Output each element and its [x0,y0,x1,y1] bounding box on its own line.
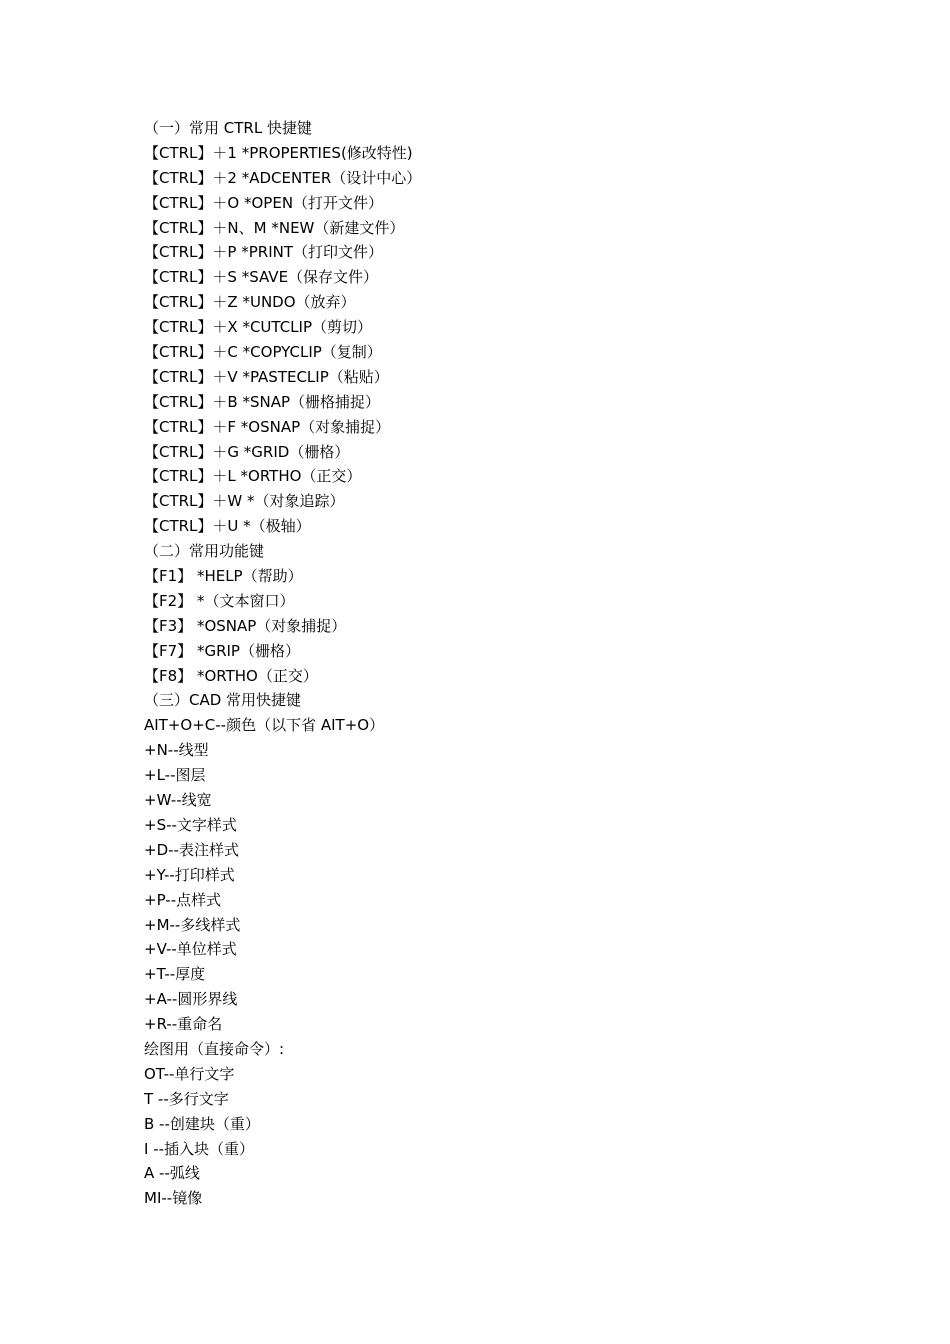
shortcut-line: 【CTRL】＋V *PASTECLIP（粘贴） [144,367,389,386]
shortcut-line: 【F2】 *（文本窗口） [144,591,295,610]
shortcut-line: I --插入块（重） [144,1139,255,1158]
shortcut-line: 【CTRL】＋Z *UNDO（放弃） [144,293,356,312]
shortcut-line: A --弧线 [144,1164,200,1183]
shortcut-line: MI--镜像 [144,1189,203,1208]
document-body [144,116,844,1211]
shortcut-line: +L--图层 [144,766,206,785]
shortcut-line: B --创建块（重） [144,1114,260,1133]
shortcut-line: 【CTRL】＋X *CUTCLIP（剪切） [144,318,372,337]
shortcut-line: 【CTRL】＋F *OSNAP（对象捕捉） [144,417,391,436]
shortcut-line: 【CTRL】＋W *（对象追踪） [144,492,345,511]
shortcut-line: 【CTRL】＋G *GRID（栅格） [144,442,350,461]
section-heading-drawing: 绘图用（直接命令）: [144,1039,285,1058]
shortcut-line: 【F8】 *ORTHO（正交） [144,666,318,685]
shortcut-line: 【CTRL】＋1 *PROPERTIES(修改特性) [144,143,413,162]
shortcut-line: 【CTRL】＋U *（极轴） [144,517,311,536]
shortcut-line: +A--圆形界线 [144,990,238,1009]
shortcut-line: +V--单位样式 [144,940,237,959]
shortcut-line: +Y--打印样式 [144,865,235,884]
shortcut-line: +M--多线样式 [144,915,241,934]
shortcut-line: OT--单行文字 [144,1064,235,1083]
shortcut-line: 【F7】 *GRIP（栅格） [144,641,300,660]
section-heading-ctrl: （一）常用 CTRL 快捷键 [144,119,312,137]
shortcut-line: +W--线宽 [144,791,212,810]
shortcut-line: 【CTRL】＋P *PRINT（打印文件） [144,243,384,262]
shortcut-line: 【CTRL】＋2 *ADCENTER（设计中心） [144,168,422,187]
shortcut-line: +N--线型 [144,741,209,760]
shortcut-line: 【CTRL】＋L *ORTHO（正交） [144,467,362,486]
section-heading-function-keys: （二）常用功能键 [144,542,265,561]
shortcut-line: 【F1】 *HELP（帮助） [144,567,303,586]
shortcut-line: 【CTRL】＋S *SAVE（保存文件） [144,268,379,287]
shortcut-line: 【CTRL】＋N、M *NEW（新建文件） [144,218,405,237]
shortcut-line: 【CTRL】＋O *OPEN（打开文件） [144,193,384,212]
section-heading-cad-shortcuts: （三）CAD 常用快捷键 [144,691,302,710]
shortcut-line: 【CTRL】＋C *COPYCLIP（复制） [144,343,382,362]
shortcut-line: +P--点样式 [144,890,222,909]
shortcut-line: 【CTRL】＋B *SNAP（栅格捕捉） [144,392,381,411]
shortcut-line: +S--文字样式 [144,815,237,834]
shortcut-line: +R--重命名 [144,1015,223,1034]
shortcut-line: AIT+O+C--颜色（以下省 AIT+O） [144,716,385,735]
shortcut-line: T --多行文字 [144,1089,229,1108]
shortcut-line: +T--厚度 [144,965,206,984]
shortcut-line: +D--表注样式 [144,840,239,859]
shortcut-line: 【F3】 *OSNAP（对象捕捉） [144,616,347,635]
